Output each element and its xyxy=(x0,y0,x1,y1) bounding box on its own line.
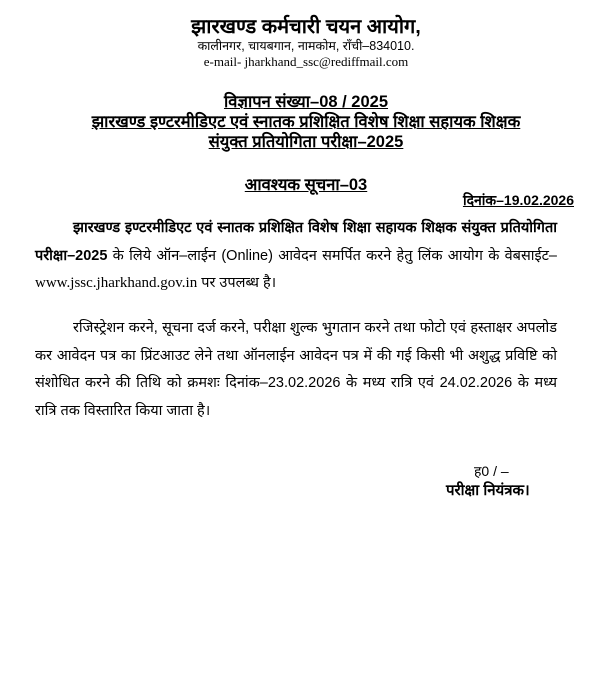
organization-email: e-mail- jharkhand_ssc@rediffmail.com xyxy=(203,54,409,69)
advertisement-number: विज्ञापन संख्या–08 / 2025 xyxy=(223,93,389,111)
paragraph-1-text: के लिये ऑन–लाईन (Online) आवेदन समर्पित करने हेतु लिंक आयोग के वेबसाईट– xyxy=(107,247,557,264)
paragraph-1-end: पर उपलब्ध है। xyxy=(197,275,277,291)
signatory-designation: परीक्षा नियंत्रक। xyxy=(446,482,530,499)
paragraph-1 xyxy=(35,215,557,298)
exam-title-line1: झारखण्ड इण्टरमीडिएट एवं स्नातक प्रशिक्षित विशेष शिक्षा सहायक शिक्षक xyxy=(91,113,521,131)
notice-title: आवश्यक सूचना–03 xyxy=(244,176,368,194)
organization-address: कालीनगर, चायबगान, नामकोम, राँची–834010. xyxy=(197,39,415,53)
paragraph-2: रजिस्ट्रेशन करने, सूचना दर्ज करने, परीक्षा शुल्क भुगतान करने तथा फोटो एवं हस्ताक्षर अपलोड कर आवेदन पत्र का प्रिंटआउट लेने तथा ऑनलाईन आवेदन पत्र में की गई किसी भी अशुद्ध प्रविष्टि को संशोधित करने की तिथि को क्रमशः दिनांक–23.02.2026 के मध्य रात्रि एवं 24.02.2026 के मध्य रात्रि तक विस्तारित किया जाता है। xyxy=(35,320,557,419)
notice-date: दिनांक–19.02.2026 xyxy=(462,192,574,208)
website-link[interactable]: www.jssc.jharkhand.gov.in xyxy=(35,275,198,291)
exam-title-line2: संयुक्त प्रतियोगिता परीक्षा–2025 xyxy=(208,133,404,151)
signature-mark: ह0 / – xyxy=(474,463,509,479)
organization-name: झारखण्ड कर्मचारी चयन आयोग, xyxy=(191,16,421,38)
exam-name: झारखण्ड इण्टरमीडिएट एवं स्नातक प्रशिक्षित विशेष शिक्षा सहायक शिक्षक संयुक्त प्रतियोगिता परीक्षा–2025 xyxy=(35,220,557,264)
